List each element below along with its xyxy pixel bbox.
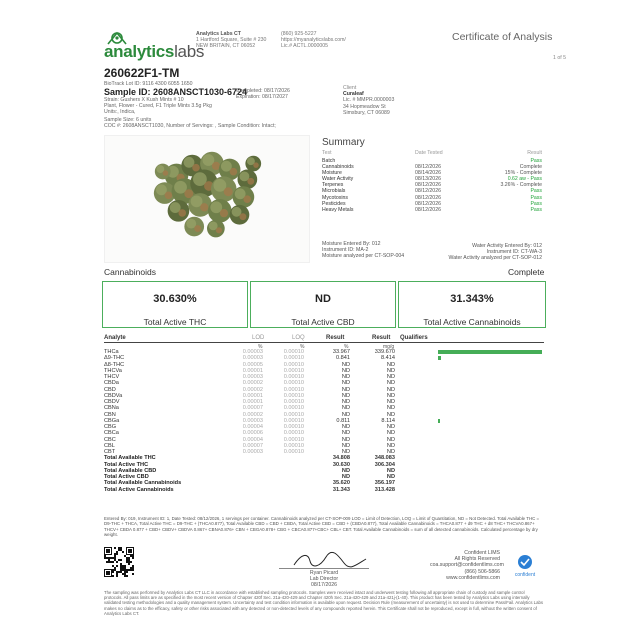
analyte-lod: 0.00003 [242, 349, 263, 355]
analyte-mg: ND [386, 436, 395, 443]
analyte-result: 0.811 [336, 417, 350, 424]
analyte-result: 33.967 [332, 349, 350, 355]
analyte-name: CBCa [104, 430, 119, 437]
cannabinoid-table-header: Analyte LOD LOQ Result Result Qualifiers [104, 335, 544, 343]
analyte-name: CBN [104, 411, 116, 418]
analyte-mg: ND [386, 361, 395, 368]
total-result: ND [341, 467, 350, 474]
analyte-name: CBDa [104, 380, 119, 387]
lab-address: Analytics Labs CT 1 Hartford Square, Suite # 230 NEW BRITAIN, CT 06052 [196, 31, 267, 50]
analyte-lod: 0.00004 [242, 436, 263, 443]
analyte-loq: 0.00010 [283, 349, 304, 355]
total-result: 35.620 [332, 480, 350, 487]
analyte-mg: ND [386, 367, 395, 374]
summary-header: Test Date Tested Result [322, 150, 542, 156]
summary-result: Pass [530, 200, 542, 207]
analyte-loq: 0.00010 [283, 355, 304, 362]
cannabinoid-totals [102, 281, 546, 328]
summary-date: 08/14/2026 [415, 170, 441, 177]
summary-test: Microbials [322, 188, 346, 195]
summary-date: 08/12/2026 [415, 200, 441, 207]
analyte-lod: 0.00003 [242, 449, 263, 455]
total-mg: 348.083 [374, 455, 395, 462]
analyte-name: CBDVa [104, 392, 123, 399]
summary-result: Pass [530, 188, 542, 195]
analyte-lod: 0.00003 [242, 355, 263, 362]
summary-result: Pass [530, 194, 542, 201]
lims-website-link[interactable]: www.confidentlims.com [446, 574, 500, 581]
lab-website-link[interactable]: https://myanalyticslabs.com/ [281, 37, 346, 44]
analyte-loq: 0.00010 [283, 411, 304, 418]
summary-date: 08/13/2026 [415, 176, 441, 183]
analyte-result: ND [341, 424, 350, 430]
total-name: Total Available CBD [104, 467, 157, 474]
total-name: Total Active CBD [104, 474, 149, 480]
summary-test: Cannabinoids [322, 164, 354, 171]
signer-info: Ryan Picard Lab Director 08/17/2026 [309, 570, 339, 589]
total-thc-box: 30.630% Total Active THC [102, 281, 248, 328]
analyte-bar [438, 356, 441, 360]
summary-result: 0.62 aw - Pass [507, 176, 542, 183]
analyte-name: THCVa [104, 367, 122, 374]
analyte-lod: 0.00002 [242, 411, 263, 418]
page-number: 1 of 5 [553, 55, 566, 61]
analyte-mg: ND [386, 411, 395, 418]
analyte-name: CBT [104, 449, 116, 455]
summary-test: Pesticides [322, 200, 346, 207]
analyte-loq: 0.00010 [283, 430, 304, 437]
analyte-lod: 0.00001 [242, 399, 263, 405]
analyte-mg: ND [386, 449, 395, 455]
analyte-lod: 0.00004 [242, 424, 263, 430]
summary-result: Complete [519, 164, 542, 171]
summary-table [322, 158, 542, 213]
total-result: 30.630 [332, 461, 350, 468]
analyte-result: ND [341, 430, 350, 437]
analyte-result: ND [341, 411, 350, 418]
analyte-name: THCV [104, 374, 120, 380]
analyte-loq: 0.00010 [283, 436, 304, 443]
summary-date: 08/12/2026 [415, 164, 441, 171]
sample-number: 260622F1-TM [104, 66, 180, 80]
summary-test: Terpenes [322, 182, 344, 189]
analyte-loq: 0.00010 [283, 380, 304, 387]
disclaimer: The sampling was performed by Analytics Labs CT LLC in accordance with established sampling protocols. Samples were received intact and underwent testing following all appropriate chain of custody and sample control protocols. All pass limits are as specified in the most recent version of Chapter 420f Sec. 21a-420-429 and Chapter 420h Sec. 21a-420-429 and 21a-421j-(1-40). This product has been tested by Analytics Labs using internally validated testing methodologies and a quality management system. Uncertainty and test condition information is available upon request. Decision Rule (measurement of uncertainty) is not used to determine Pass/Fail. Analytics Labs makes no claims as to the efficacy, safety or other risks associated with any detected or non-detected levels of any compounds reported herein. This Certificate shall not be reproduced, except in full, without the written consent of Analytics Labs CT. [104, 590, 543, 616]
analyte-mg: ND [386, 442, 395, 449]
analyte-result: ND [341, 392, 350, 399]
analyte-bar [438, 350, 542, 354]
biotrack-id: BioTrack Lot ID: 9116 4300 6055 1650 [104, 81, 193, 87]
total-cbd-box: ND Total Active CBD [250, 281, 396, 328]
cannabinoids-status: Complete [508, 267, 545, 277]
total-row [104, 487, 544, 493]
signature [284, 551, 374, 569]
water-activity-info: Water Activity Entered By: 012 Instrument ID: CT-WA-3 Water Activity analyzed per CT-SOP-012 [448, 243, 542, 262]
total-mg: 306.304 [374, 461, 395, 468]
summary-result: Pass [530, 158, 542, 164]
total-result: 31.343 [332, 486, 350, 493]
analyte-mg: ND [386, 386, 395, 393]
analyte-loq: 0.00010 [283, 442, 304, 449]
svg-text:confident: confident [514, 572, 536, 578]
summary-result: 3.26% - Complete [500, 182, 542, 189]
analyte-result: ND [341, 399, 350, 405]
analyte-lod: 0.00005 [242, 361, 263, 368]
analyte-lod: 0.00006 [242, 430, 263, 437]
moisture-info: Moisture Entered By: 012 Instrument ID: MA-2 Moisture analyzed per CT-SOP-004 [322, 241, 405, 260]
analyte-lod: 0.00002 [242, 386, 263, 393]
summary-date: 08/12/2026 [415, 182, 441, 189]
analyte-loq: 0.00010 [283, 405, 304, 412]
summary-result: Pass [530, 206, 542, 213]
analyte-result: ND [341, 436, 350, 443]
summary-date: 08/12/2026 [415, 188, 441, 195]
analyte-lod: 0.00001 [242, 367, 263, 374]
summary-row [322, 207, 542, 213]
analyte-mg: ND [386, 405, 395, 412]
analyte-name: CBNa [104, 405, 119, 412]
summary-test: Batch [322, 158, 336, 164]
analyte-mg: ND [386, 399, 395, 405]
analyte-name: Δ8-THC [104, 361, 125, 368]
lab-contact: (860) 925-5227 https://myanalyticslabs.com/ Lic.# ACTL.0000005 [281, 31, 371, 50]
cannabinoid-table [104, 349, 544, 493]
sample-id: Sample ID: 2608ANSCT1030-6724 [104, 87, 248, 97]
total-name: Total Active Cannabinoids [104, 486, 174, 493]
analyte-result: ND [341, 380, 350, 387]
analyte-lod: 0.00003 [242, 417, 263, 424]
methods-footnote: Entered By: 019, Instrument ID: 1, Date Tested: 08/12/2026, 1 servings per container. Cannabinoids analyzed per CT-SOP-009 LOD = Limit of Detection, LOQ = Limit of Quantitation, ND = Not Detected. Total Available THC = D9-THC + THCA, Total Active THC = D9-THC + (THCA0.877), Total Available CBD = CBD + CBDA, Total Active CBD = CBD + (CBDA0.877), Total Available Cannabinoids = THCA0.877 + d9 THC + d8 THC+ THCVA0.867+ THCV+ CBDA 0.877 + CBD+ CBDV+ CBDVA 0.867+ CBNA0.876+ CBN + CBGA0.878+ CBG + CBCA0.877+CBC+ CBL+ CBT. Total Available Cannabinoids = sum of all detected cannabinoids. Calculated percentage by dry weight. [104, 516, 540, 538]
analyte-name: THCa [104, 349, 119, 355]
total-mg: 313.428 [374, 486, 395, 493]
analyte-name: CBC [104, 436, 116, 443]
analyte-lod: 0.00007 [242, 442, 263, 449]
analyte-name: CBG [104, 424, 117, 430]
analyte-loq: 0.00010 [283, 424, 304, 430]
summary-result: 15% - Complete [504, 170, 542, 177]
analyte-mg: ND [386, 374, 395, 380]
analyte-mg: ND [386, 380, 395, 387]
summary-test: Moisture [322, 170, 342, 177]
analyte-loq: 0.00010 [283, 386, 304, 393]
analyte-bar [438, 419, 440, 423]
total-mg: 356.197 [374, 480, 395, 487]
analyte-mg: 8.114 [381, 417, 395, 424]
analyte-result: ND [341, 449, 350, 455]
confident-logo-icon [508, 552, 542, 578]
summary-date: 08/12/2026 [415, 194, 441, 201]
analyte-mg: 339.670 [374, 349, 395, 355]
total-result: ND [341, 474, 350, 480]
total-cannabinoids-box: 31.343% Total Active Cannabinoids [398, 281, 546, 328]
analyte-name: CBDV [104, 399, 120, 405]
analyte-mg: ND [386, 424, 395, 430]
logo-wordmark: analyticslabs [104, 42, 205, 61]
analyte-lod: 0.00001 [242, 392, 263, 399]
analyte-mg: 8.414 [381, 355, 395, 362]
analyte-result: ND [341, 405, 350, 412]
analyte-mg: ND [386, 430, 395, 437]
analyte-result: ND [341, 367, 350, 374]
client-info: Client Curaleaf Lic. # MMPR.0000003 34 Hopmeadow St Simsbury, CT 06089 [343, 85, 395, 116]
analyte-loq: 0.00010 [283, 417, 304, 424]
analyte-result: ND [341, 386, 350, 393]
summary-test: Heavy Metals [322, 206, 354, 213]
analyte-loq: 0.00010 [283, 399, 304, 405]
signature-line [279, 568, 369, 569]
sample-dates: Completed: 08/17/2026 Expiration: 08/17/2027 [236, 88, 290, 101]
summary-test: Mycotoxins [322, 194, 348, 201]
qr-code-icon[interactable] [104, 547, 134, 577]
analyte-lod: 0.00007 [242, 405, 263, 412]
total-name: Total Active THC [104, 461, 149, 468]
lims-info: Confident LIMS All Rights Reserved coa.support@confidentlims.com (866) 506-5866 www.confidentlims.com [430, 550, 504, 581]
analyte-lod: 0.00002 [242, 380, 263, 387]
analyte-name: CBGa [104, 417, 120, 424]
analyte-loq: 0.00010 [283, 361, 304, 368]
summary-test: Water Activity [322, 176, 354, 183]
total-mg: ND [386, 467, 395, 474]
cannabinoid-table-units: % % % mg/g [258, 344, 395, 350]
analyte-result: ND [341, 374, 350, 380]
analyte-lod: 0.00003 [242, 374, 263, 380]
sample-size: Sample Size: 6 units COC #: 2608ANSCT1030, Number of Servings: , Sample Condition: Intact; [104, 117, 276, 130]
analyte-result: ND [341, 442, 350, 449]
lims-email-link[interactable]: coa.support@confidentlims.com [430, 562, 504, 569]
total-name: Total Available THC [104, 455, 156, 462]
analyte-loq: 0.00010 [283, 392, 304, 399]
product-photo [104, 135, 310, 263]
analyte-name: Δ9-THC [104, 355, 125, 362]
analyte-name: CBD [104, 386, 116, 393]
analyte-result: 0.841 [336, 355, 350, 362]
analyte-loq: 0.00010 [283, 367, 304, 374]
summary-title: Summary [322, 137, 365, 148]
analyte-loq: 0.00010 [283, 449, 304, 455]
total-result: 34.808 [332, 455, 350, 462]
total-mg: ND [386, 474, 395, 480]
analyte-loq: 0.00010 [283, 374, 304, 380]
analyte-name: CBL [104, 442, 115, 449]
document-title: Certificate of Analysis [452, 31, 553, 43]
cannabinoids-heading: Cannabinoids [104, 267, 156, 277]
analyte-result: ND [341, 361, 350, 368]
sample-details: Strain: Gushers X Kush Mints # 10 Plant, Flower - Cured, F1 Triple Mints 3.5g Pkg Units:, Indica, [104, 97, 212, 116]
analyte-mg: ND [386, 392, 395, 399]
total-name: Total Available Cannabinoids [104, 480, 182, 487]
summary-date: 08/12/2026 [415, 206, 441, 213]
